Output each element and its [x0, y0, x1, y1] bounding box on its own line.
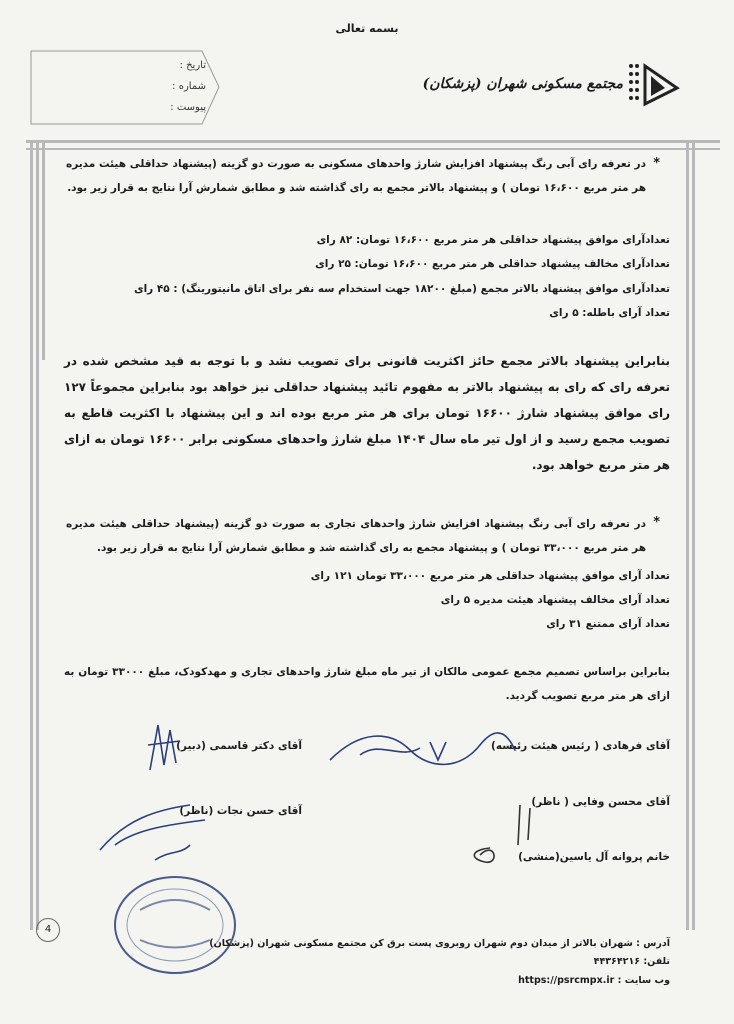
attachment-label: پیوست : [170, 102, 206, 113]
frame-right-bar-2 [692, 140, 695, 930]
footer-address: آدرس : شهران بالاتر از میدان دوم شهران روبروی پست برق کن مجتمع مسکونی شهران (پزشکان) [209, 938, 670, 949]
page-number: 4 [36, 918, 60, 942]
number-label: شماره : [172, 81, 206, 92]
date-label: تاریخ : [179, 60, 206, 71]
section1-bullet: * [653, 156, 660, 171]
footer-website[interactable]: وب سایت : https://psrcmpx.ir [518, 975, 670, 986]
section2-result-abstain: تعداد آرای ممتنع ۳۱ رای [546, 618, 670, 630]
bismillah-heading: بسمه تعالی [335, 22, 399, 35]
section1-intro: در تعرفه رای آبی رنگ پیشنهاد افزایش شارژ واحدهای مسکونی به صورت دو گزینه (پیشنهاد حداقلی هیئت مدیره هر متر مربع ۱۶،۶۰۰ تومان ) و پیشنهاد بالاتر مجمع به رای گذاشته شد و مطابق شمارش آرا نتایج به قرار زیر بود. [66, 158, 646, 194]
section2-intro: در تعرفه رای آبی رنگ پیشنهاد افزایش شارژ واحدهای تجاری به صورت دو گزینه (پیشنهاد حداقلی هیئت مدیره هر متر مربع ۳۳،۰۰۰ تومان ) و پیشنهاد مجمع به رای گذاشته شد و مطابق شمارش آرا نتایج به قرار زیر بود. [66, 518, 646, 554]
footer-phone: تلفن: ۴۴۳۶۴۲۱۶ [593, 956, 670, 967]
section1-result-oppose-min: تعدادآرای مخالف پیشنهاد حداقلی هر متر مربع ۱۶،۶۰۰ تومان: ۲۵ رای [315, 258, 670, 270]
signature-farhadi [320, 720, 520, 780]
section2-result-agree: تعداد آرای موافق پیشنهاد حداقلی هر متر مربع ۳۳،۰۰۰ تومان ۱۲۱ رای [310, 570, 670, 582]
signatory-vafaei: آقای محسن وفایی ( ناظر) [531, 796, 670, 808]
signature-vafaei [460, 800, 540, 870]
section2-result-oppose: تعداد آرای مخالف پیشنهاد هیئت مدیره ۵ رای [440, 594, 670, 606]
section2-conclusion: بنابراین براساس تصمیم مجمع عمومی مالکان از تیر ماه مبلغ شارژ واحدهای تجاری و مهدکودک، مبلغ ۳۳۰۰۰ تومان به ازای هر متر مربع تصویب گردید. [64, 666, 670, 702]
section1-result-agree-min: تعدادآرای موافق پیشنهاد حداقلی هر متر مربع ۱۶،۶۰۰ تومان: ۸۲ رای [316, 234, 670, 246]
frame-right-bar-1 [686, 140, 689, 930]
signatory-yasin: خانم پروانه آل یاسین(منشی) [518, 851, 670, 863]
signature-ghasemi [140, 715, 190, 775]
reference-box [30, 50, 220, 125]
frame-top-bar-thin [26, 148, 720, 150]
logo-text: مجتمع مسکونی شهران (پزشکان) [422, 76, 623, 92]
complex-logo [422, 58, 685, 118]
section1-result-agree-higher: تعدادآرای موافق پیشنهاد بالاتر مجمع (مبلغ ۱۸۲۰۰ جهت استخدام سه نفر برای اتاق مانیتورینگ) : ۴۵ رای [133, 283, 670, 295]
logo-icon [625, 58, 685, 118]
signatory-ghasemi: آقای دکتر قاسمی (دبیر) [176, 740, 302, 752]
frame-left-bar-2 [36, 140, 39, 930]
signature-nejat [95, 790, 215, 870]
signatory-farhadi: آقای فرهادی ( رئیس هیئت رئیسه) [491, 740, 670, 752]
section2-bullet: * [653, 515, 660, 530]
signatory-nejat: آقای حسن نجات (ناظر) [179, 805, 302, 817]
frame-left-bar-1 [30, 140, 33, 930]
section1-result-void: تعداد آرای باطله: ۵ رای [549, 307, 670, 319]
complex-stamp [110, 870, 240, 980]
frame-left-bar-3 [42, 140, 45, 360]
frame-top-bar [26, 140, 720, 143]
section1-conclusion: بنابراین پیشنهاد بالاتر مجمع حائز اکثریت قانونی برای تصویب نشد و با توجه به قید مشخص شده در تعرفه رای که رای به پیشنهاد بالاتر به مفهوم تائید پیشنهاد حداقلی نیز خواهد بود بنابراین مجموعاً ۱۲۷ رای موافق پیشنهاد شارژ ۱۶۶۰۰ تومان برای هر متر مربع بوده اند و این پیشنهاد با اکثریت قاطع به تصویب مجمع رسید و از اول تیر ماه سال ۱۴۰۴ مبلغ شارژ واحدهای مسکونی برابر ۱۶۶۰۰ تومان به ازای هر متر مربع خواهد بود. [64, 354, 671, 472]
